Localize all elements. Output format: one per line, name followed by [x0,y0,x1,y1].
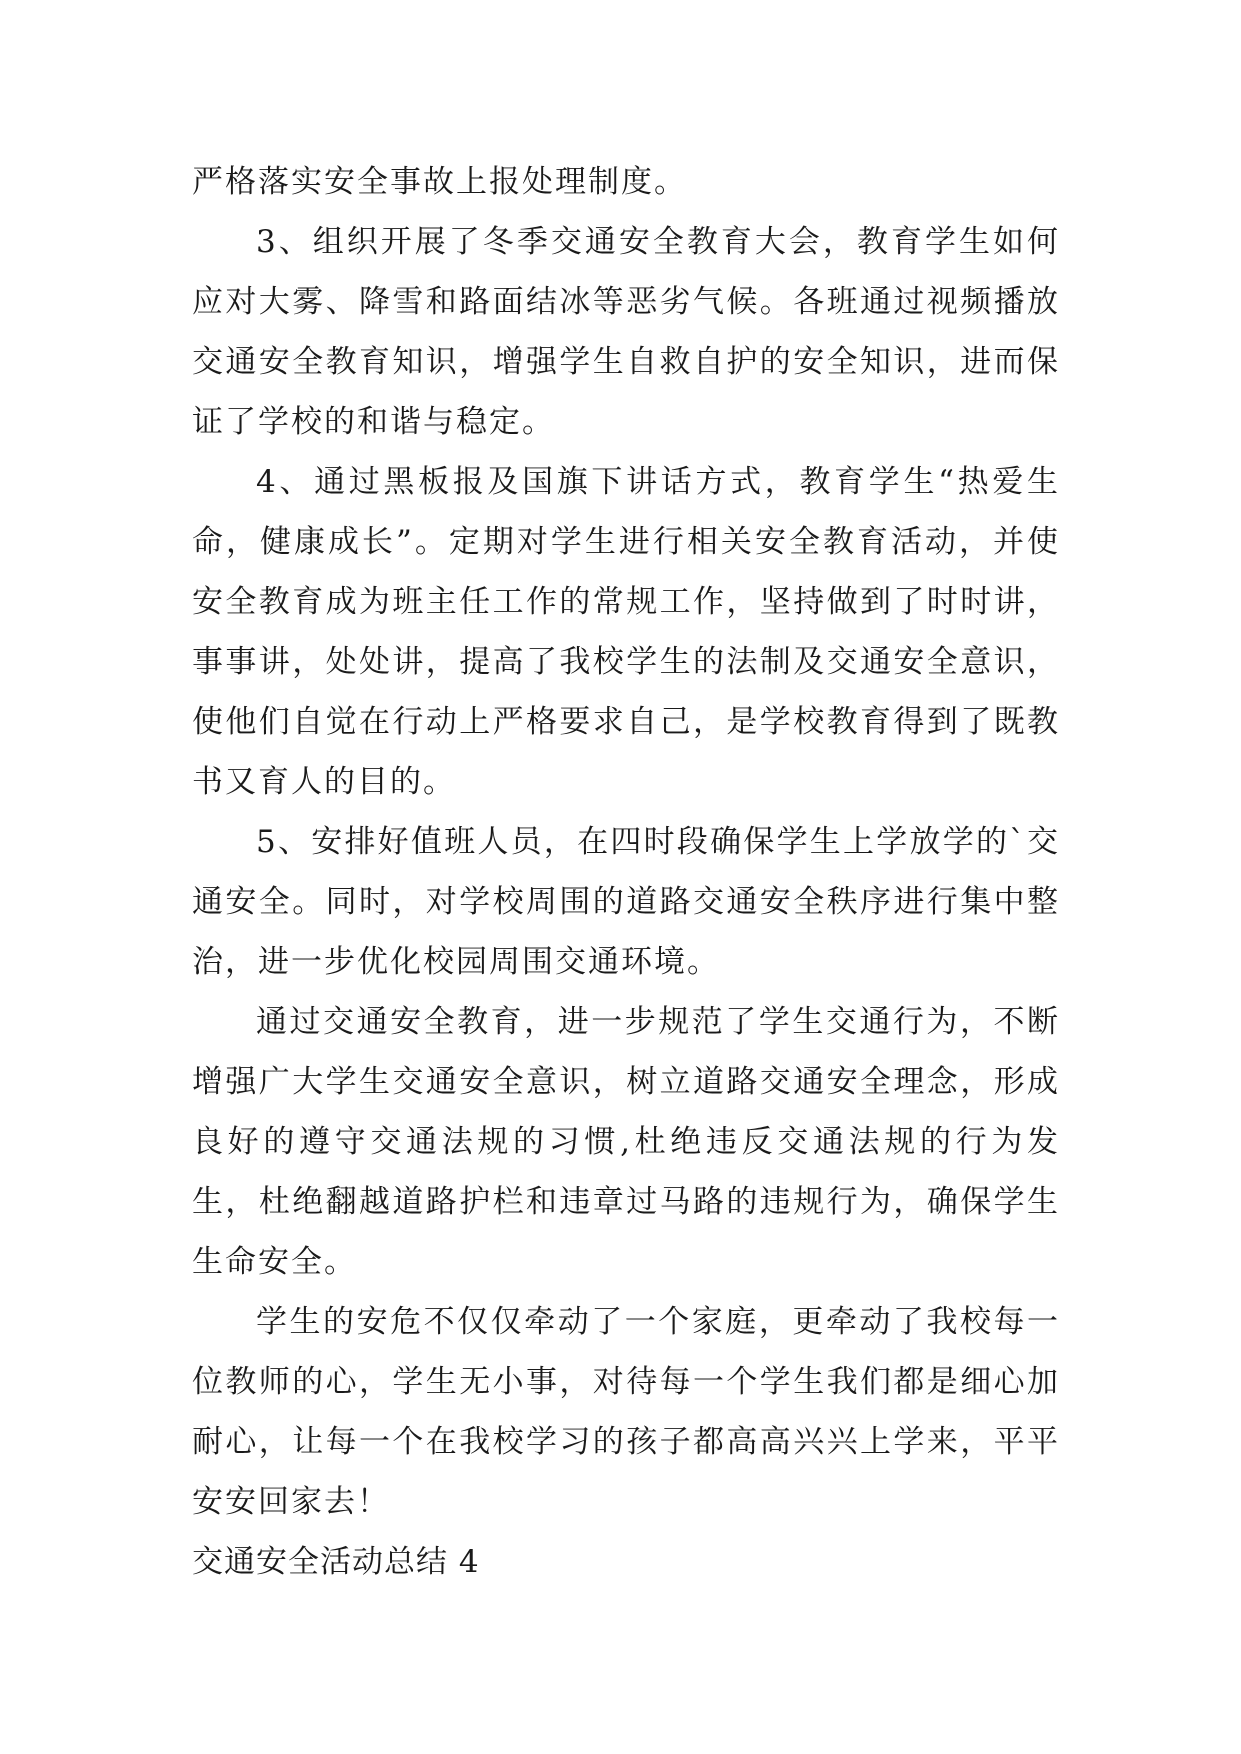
document-body [192,152,1060,1592]
paragraph-3: 4、通过黑板报及国旗下讲话方式，教育学生“热爱生命，健康成长”。定期对学生进行相关安全教育活动，并使安全教育成为班主任工作的常规工作，坚持做到了时时讲，事事讲，处处讲，提高了我校学生的法制及交通安全意识，使他们自觉在行动上严格要求自己，是学校教育得到了既教书又育人的目的。 [192,464,1060,800]
section-heading: 交通安全活动总结 4 [192,1544,480,1580]
paragraph-5: 通过交通安全教育，进一步规范了学生交通行为，不断增强广大学生交通安全意识，树立道路交通安全理念，形成良好的遵守交通法规的习惯,杜绝违反交通法规的行为发生，杜绝翻越道路护栏和违章过马路的违规行为，确保学生生命安全。 [192,1004,1060,1280]
paragraph-6: 学生的安危不仅仅牵动了一个家庭，更牵动了我校每一位教师的心，学生无小事，对待每一个学生我们都是细心加耐心，让每一个在我校学习的孩子都高高兴兴上学来，平平安安回家去！ [192,1304,1060,1520]
paragraph-2: 3、组织开展了冬季交通安全教育大会，教育学生如何应对大雾、降雪和路面结冰等恶劣气候。各班通过视频播放交通安全教育知识，增强学生自救自护的安全知识，进而保证了学校的和谐与稳定。 [192,224,1060,440]
paragraph-1: 严格落实安全事故上报处理制度。 [192,164,687,200]
paragraph-4: 5、安排好值班人员，在四时段确保学生上学放学的`交通安全。同时，对学校周围的道路交通安全秩序进行集中整治，进一步优化校园周围交通环境。 [192,824,1060,980]
